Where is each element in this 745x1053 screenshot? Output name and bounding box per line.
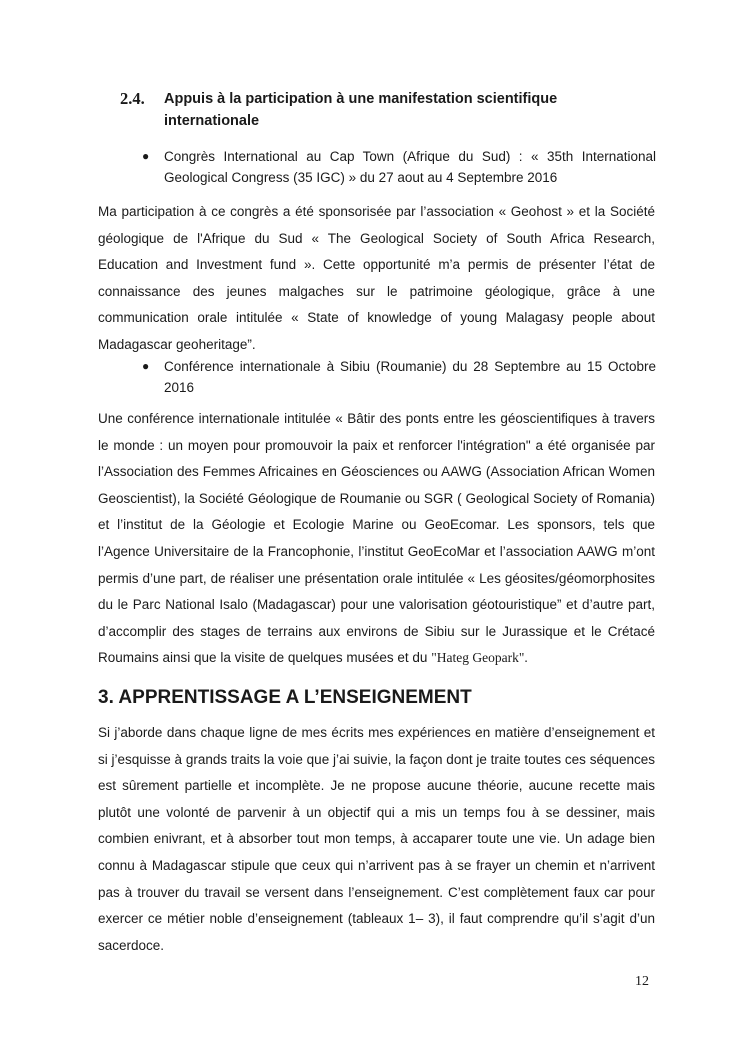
page-number: 12 — [635, 974, 649, 989]
paragraph-geohost: Ma participation à ce congrès a été sponsorisée par l’association « Geohost » et la Société géologique de l'Afrique du Sud « The Geological Society of South Africa Research, Education and Investment fund ». Cette opportunité m’a permis de présenter l’état de connaissance des jeunes malgaches sur le patrimoine géologique, grâce à une communication orale intitulée « State of knowledge of young Malagasy people about Madagascar geoheritage”. — [98, 204, 655, 352]
paragraph-sibiu-main: Une conférence internationale intitulée « Bâtir des ponts entre les géoscientifiques à travers le monde : un moyen pour promouvoir la paix et renforcer l'intégration" a été organisée par l’Association des Femmes Africaines en Géosciences ou AAWG (Association African Women Geoscientist), la Société Géologique de Roumanie ou SGR ( Geological Society of Romania) et l’institut de la Géologie et Ecologie Marine ou GeoEcomar. Les sponsors, tels que l’Agence Universitaire de la Francophonie, l’institut GeoEcoMar et l’association AAWG m’ont permis d’une part, de réaliser une présentation orale intitulée « Les géosites/géomorphosites du le Parc National Isalo (Madagascar) pour une valorisation géotouristique” et d’autre part, d’accomplir des stages de terrains aux environs de Sibiu sur le Jurassique et le Crétacé Roumains ainsi que la visite de quelques musées et du — [98, 411, 655, 666]
bullet-icon: ● — [142, 149, 150, 163]
bullet-text: Congrès International au Cap Town (Afrique du Sud) : « 35th International Geological Congress (35 IGC) » du 27 aout au 4 Septembre 2016 — [164, 149, 656, 185]
bullet-icon: ● — [142, 359, 150, 373]
paragraph-sibiu-tail: "Hateg Geopark". — [431, 650, 528, 666]
section-number: 2.4. — [120, 89, 145, 108]
paragraph-enseignement: Si j’aborde dans chaque ligne de mes écrits mes expériences en matière d’enseignement et si j’esquisse à grands traits la voie que j’ai suivie, la façon dont je traite toutes ces séquences est sûrement partielle et incomplète. Je ne propose aucune théorie, aucune recette mais plutôt une volonté de parvenir à un objectif qui a mis un temps fou à se dessiner, mais combien enivrant, et à absorber tout mon temps, à accaparer toute une vie. Un adage bien connu à Madagascar stipule que ceux qui n’arrivent pas à se frayer un chemin et n’arrivent pas à trouver du travail se versent dans l’enseignement. C’est complètement faux car pour exercer ce métier noble d’enseignement (tableaux 1– 3), il faut comprendre qu’il s’agit d’un sacerdoce. — [98, 725, 655, 953]
section-title: Appuis à la participation à une manifestation scientifique internationale — [164, 91, 558, 129]
paragraph-sibiu — [98, 406, 655, 672]
section-3-heading: 3. APPRENTISSAGE A L’ENSEIGNEMENT — [98, 687, 472, 708]
bullet-text: Conférence internationale à Sibiu (Roumanie) du 28 Septembre au 15 Octobre 2016 — [164, 359, 656, 395]
